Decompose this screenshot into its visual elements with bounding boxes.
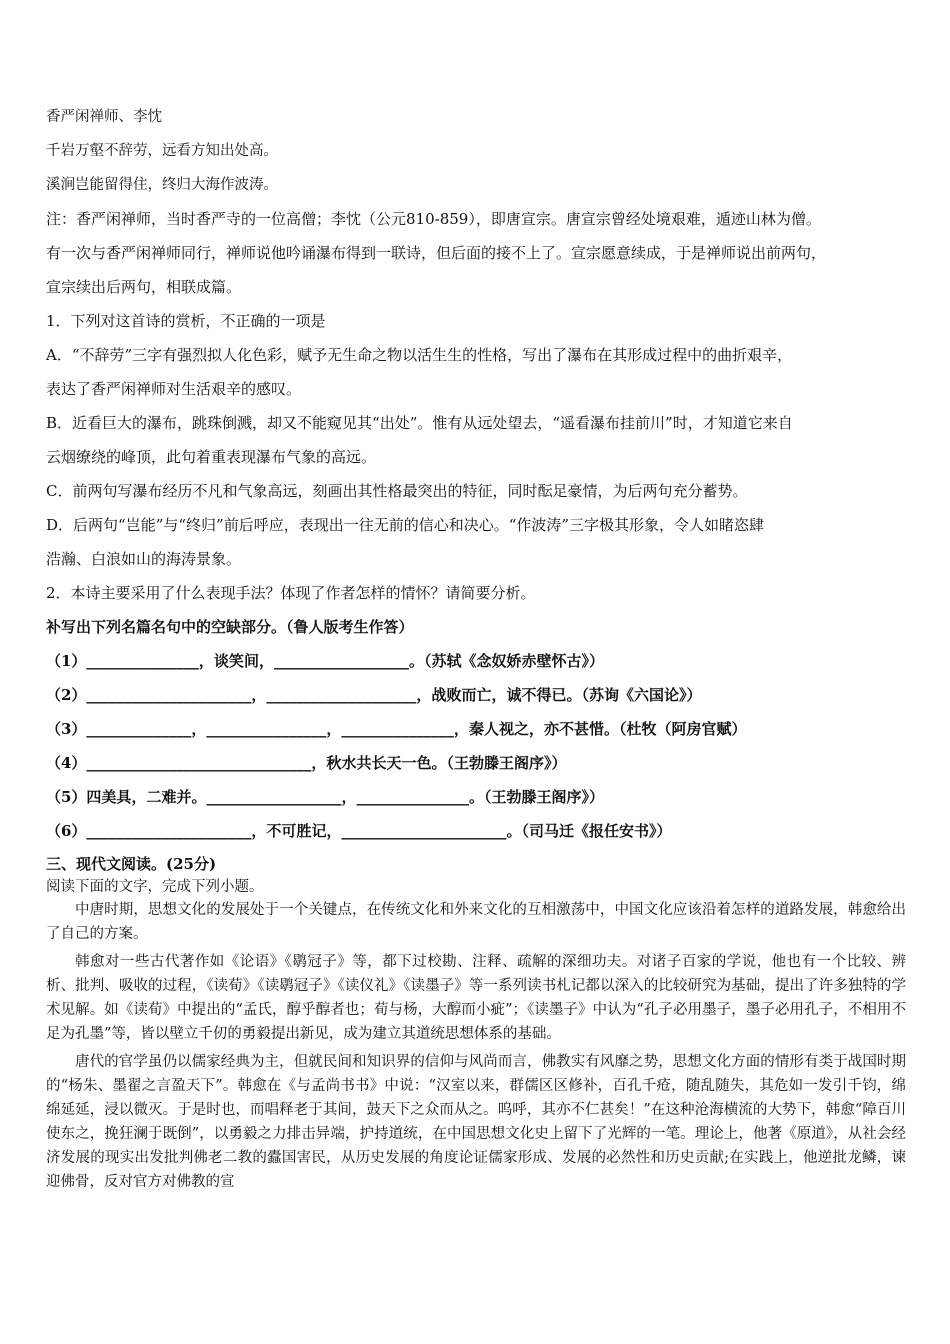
passage-paragraph-2: 韩愈对一些古代著作如《论语》《鹖冠子》等，都下过校勘、注释、疏解的深细功夫。对诸子百家的学说，他也有一个比较、辨析、批判、吸收的过程，《读荀》《读鹖冠子》《读仪礼》《读墨子》等一系列读书札记都以深入的比较研究为基础，提出了许多独特的学术见解。如《读荀》中提出的“孟氏，醇乎醇者也；荀与杨，大醇而小疵”；《读墨子》中认为“孔子必用墨子，墨子必用孔子，不相用不足为孔墨”等，皆以壁立千仞的勇毅提出新见，成为建立其道统思想体系的基础。 <box>46 954 906 1042</box>
fill-in-item-6: （6）______________________，不可胜记，______________________。（司马迁《报任安书》） <box>46 822 672 840</box>
option-b-line-1: B．近看巨大的瀑布，跳珠倒溅，却又不能窥见其“出处”。惟有从远处望去，“遥看瀑布挂前川”时，才知道它来自 <box>46 414 793 432</box>
fill-in-title: 补写出下列名篇名句中的空缺部分。（鲁人版考生作答） <box>46 618 414 636</box>
option-a-line-2: 表达了香严闲禅师对生活艰辛的感叹。 <box>46 380 302 398</box>
fill-in-item-5: （5）四美具，二难并。__________________，_______________。（王勃滕王阁序》） <box>46 788 604 806</box>
poem-line-1: 千岩万壑不辞劳，远看方知出处高。 <box>46 143 278 159</box>
note-line-1: 注：香严闲禅师，当时香严寺的一位高僧；李忱（公元810-859），即唐宣宗。唐宣宗曾经处境艰难，遁迹山林为僧。 <box>46 210 821 228</box>
question-2-stem: 2．本诗主要采用了什么表现手法？体现了作者怎样的情怀？请简要分析。 <box>46 584 536 602</box>
section-3-intro: 阅读下面的文字，完成下列小题。 <box>46 879 264 895</box>
fill-in-item-1: （1）_______________，谈笑间，__________________。（苏轼《念奴娇赤壁怀古》） <box>46 652 604 670</box>
poem-title: 香严闲禅师、李忱 <box>46 109 162 125</box>
option-d-line-2: 浩瀚、白浪如山的海涛景象。 <box>46 550 242 568</box>
passage-paragraph-3: 唐代的官学虽仍以儒家经典为主，但就民间和知识界的信仰与风尚而言，佛教实有风靡之势，思想文化方面的情形有类于战国时期的“杨朱、墨翟之言盈天下”。韩愈在《与孟尚书书》中说：“汉室以来，群儒区区修补，百孔千疮，随乱随失，其危如一发引千钧，绵绵延延，浸以微灭。于是时也，而唱释老于其间，鼓天下之众而从之。呜呼，其亦不仁甚矣！”在这种沧海横流的大势下，韩愈“障百川使东之，挽狂澜于既倒”，以勇毅之力排击异端，护持道统，在中国思想文化史上留下了光辉的一笔。理论上，他著《原道》，从社会经济发展的现实出发批判佛老二教的蠹国害民，从历史发展的角度论证儒家形成、发展的必然性和历史贡献;在实践上，他逆批龙鳞，谏迎佛骨，反对官方对佛教的宣 <box>46 1054 906 1190</box>
question-1-stem: 1．下列对这首诗的赏析，不正确的一项是 <box>46 312 326 330</box>
option-d-line-1: D．后两句“岂能”与“终归”前后呼应，表现出一往无前的信心和决心。“作波涛”三字极其形象，令人如睹恣肆 <box>46 516 765 534</box>
fill-in-item-2: （2）______________________，____________________，战败而亡，诚不得已。（苏询《六国论》） <box>46 686 702 704</box>
section-3-title: 三、现代文阅读。(25分) <box>46 855 217 873</box>
fill-in-item-3: （3）______________，________________，_______________，秦人视之，亦不甚惜。（杜牧（阿房官赋） <box>46 720 747 738</box>
fill-in-item-4: （4）______________________________，秋水共长天一色。（王勃滕王阁序》） <box>46 754 567 772</box>
option-a-line-1: A．“不辞劳”三字有强烈拟人化色彩，赋予无生命之物以活生生的性格，写出了瀑布在其形成过程中的曲折艰辛， <box>46 346 793 364</box>
note-line-2: 有一次与香严闲禅师同行，禅师说他吟诵瀑布得到一联诗，但后面的接不上了。宣宗愿意续成，于是禅师说出前两句， <box>46 244 827 262</box>
passage-paragraph-1: 中唐时期，思想文化的发展处于一个关键点，在传统文化和外来文化的互相激荡中，中国文化应该沿着怎样的道路发展，韩愈给出了自己的方案。 <box>46 902 906 942</box>
option-c-line-1: C．前两句写瀑布经历不凡和气象高远，刻画出其性格最突出的特征，同时酝足豪情，为后两句充分蓄势。 <box>46 482 748 500</box>
note-line-3: 宣宗续出后两句，相联成篇。 <box>46 278 242 296</box>
poem-line-2: 溪涧岂能留得住，终归大海作波涛。 <box>46 177 278 193</box>
option-b-line-2: 云烟缭绕的峰顶，此句着重表现瀑布气象的高远。 <box>46 448 377 466</box>
